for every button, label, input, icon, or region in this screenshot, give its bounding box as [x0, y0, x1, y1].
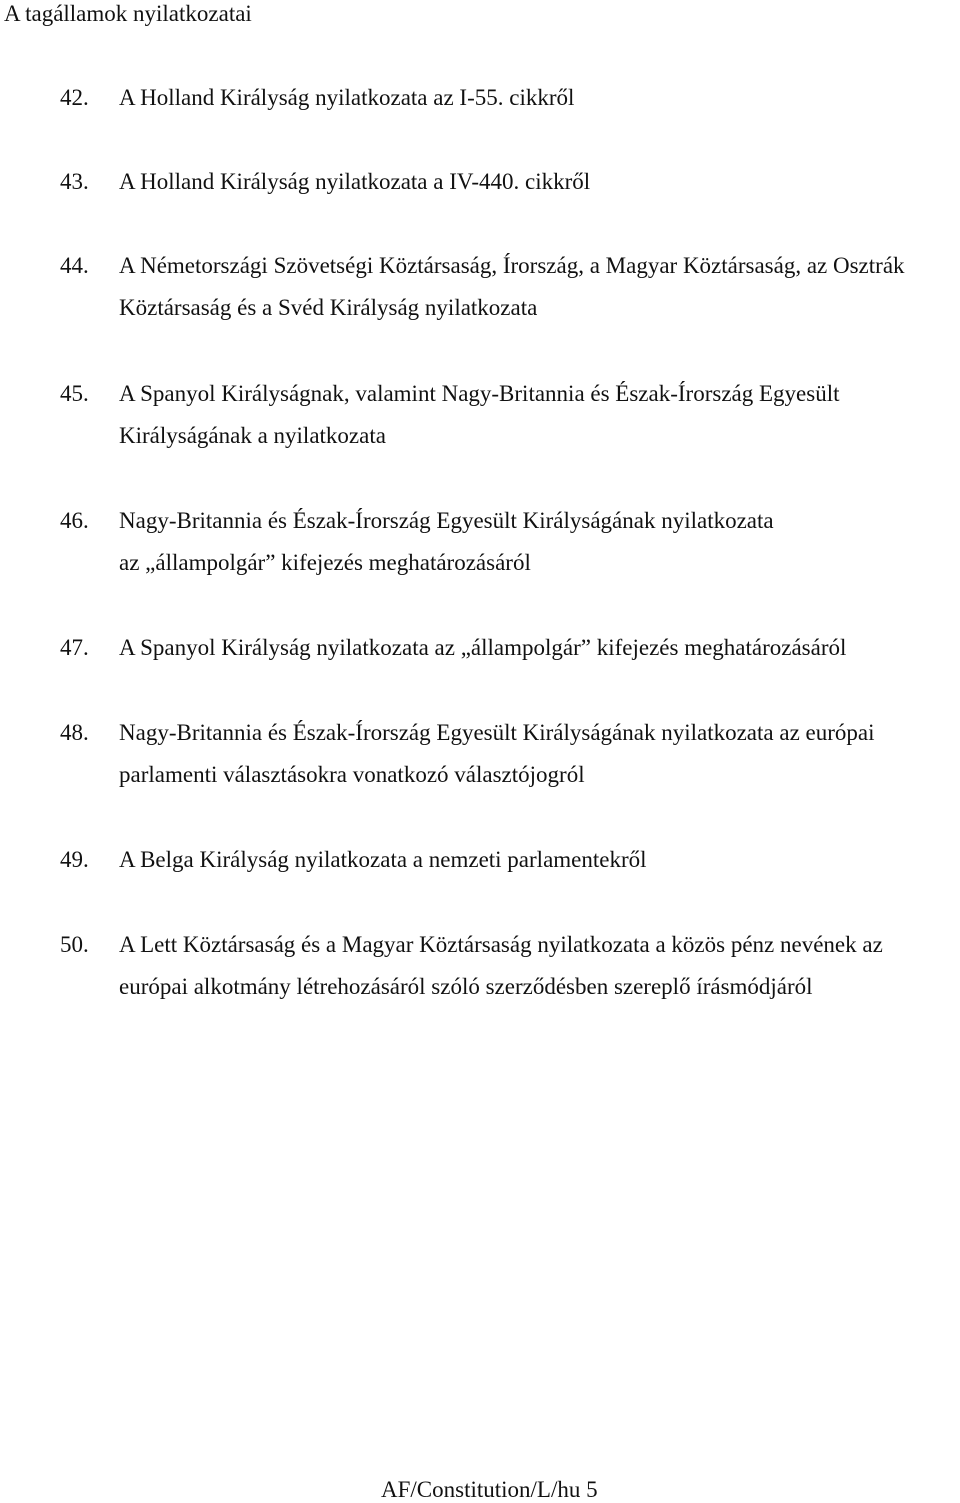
- document-reference: AF/Constitution/L/hu 5: [381, 1477, 598, 1502]
- item-line: európai alkotmány létrehozásáról szóló szerződésben szereplő írásmódjáról: [119, 974, 813, 999]
- item-number: 42.: [60, 85, 89, 110]
- item-line: A Lett Köztársaság és a Magyar Köztársaság nyilatkozata a közös pénz nevének az: [119, 932, 883, 957]
- item-number: 47.: [60, 635, 89, 660]
- item-number: 46.: [60, 508, 89, 533]
- item-line: A Spanyol Királyságnak, valamint Nagy-Britannia és Észak-Írország Egyesült: [119, 381, 840, 406]
- item-number: 49.: [60, 847, 89, 872]
- item-number: 43.: [60, 169, 89, 194]
- item-line: A Spanyol Királyság nyilatkozata az „állampolgár” kifejezés meghatározásáról: [119, 635, 847, 660]
- item-text: [119, 627, 960, 669]
- item-text: [119, 373, 960, 457]
- page-title: A tagállamok nyilatkozatai: [4, 1, 252, 26]
- item-number: 45.: [60, 381, 89, 406]
- item-text: [119, 161, 960, 203]
- item-text: [119, 500, 960, 584]
- item-number: 48.: [60, 720, 89, 745]
- item-line: Királyságának a nyilatkozata: [119, 423, 386, 448]
- item-text: [119, 245, 960, 329]
- item-line: A Németországi Szövetségi Köztársaság, Írország, a Magyar Köztársaság, az Osztrák: [119, 253, 905, 278]
- item-text: [119, 77, 960, 119]
- item-line: az „állampolgár” kifejezés meghatározásáról: [119, 550, 531, 575]
- item-number: 50.: [60, 932, 89, 957]
- item-line: Köztársaság és a Svéd Királyság nyilatkozata: [119, 295, 538, 320]
- item-line: A Holland Királyság nyilatkozata a IV-440. cikkről: [119, 169, 591, 194]
- item-line: Nagy-Britannia és Észak-Írország Egyesült Királyságának nyilatkozata: [119, 508, 774, 533]
- item-number: 44.: [60, 253, 89, 278]
- item-text: [119, 839, 960, 881]
- item-line: Nagy-Britannia és Észak-Írország Egyesült Királyságának nyilatkozata az európai: [119, 720, 875, 745]
- item-line: parlamenti választásokra vonatkozó választójogról: [119, 762, 585, 787]
- item-text: [119, 924, 960, 1008]
- item-line: A Holland Királyság nyilatkozata az I-55. cikkről: [119, 85, 575, 110]
- item-line: A Belga Királyság nyilatkozata a nemzeti parlamentekről: [119, 847, 647, 872]
- item-text: [119, 712, 960, 796]
